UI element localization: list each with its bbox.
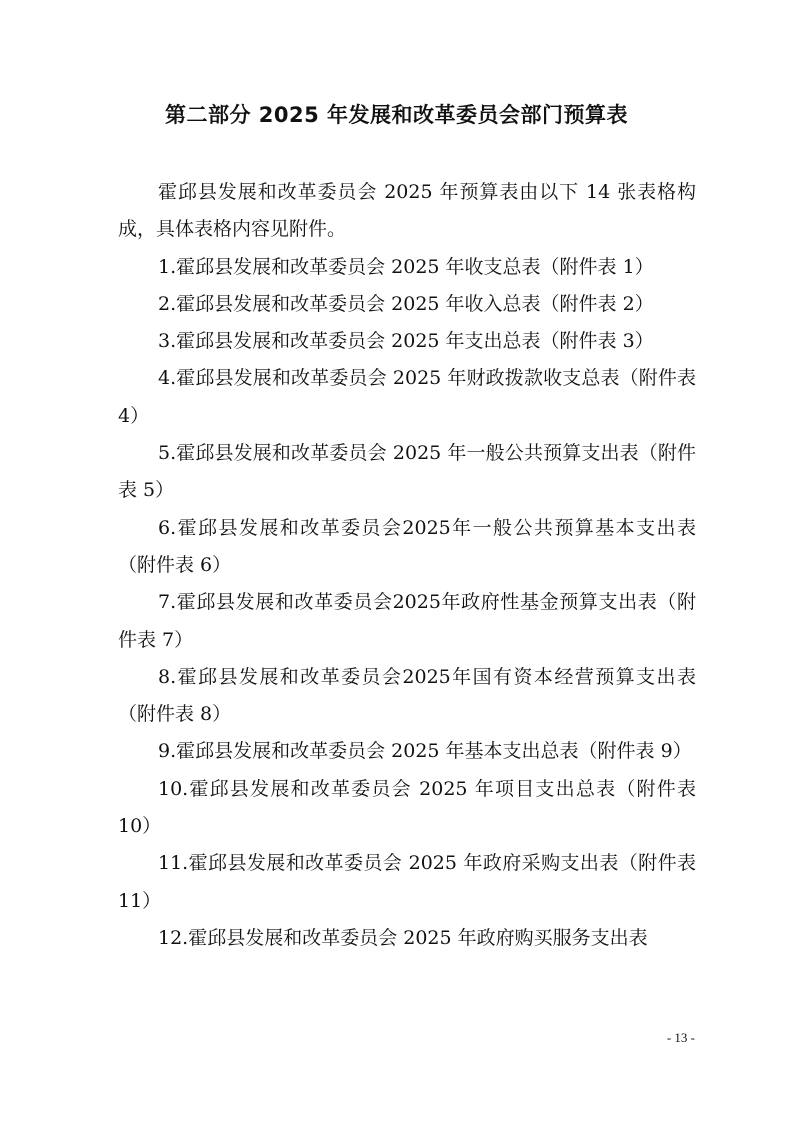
list-item-8: 8.霍邱县发展和改革委员会2025年国有资本经营预算支出表（附件表 8）	[118, 665, 696, 726]
intro-paragraph: 霍邱县发展和改革委员会 2025 年预算表由以下 14 张表格构成，具体表格内容见附件。	[118, 181, 696, 241]
page-number: - 13 -	[666, 1030, 695, 1045]
document-body	[118, 174, 696, 957]
list-item-1: 1.霍邱县发展和改革委员会 2025 年收支总表（附件表 1）	[158, 255, 654, 278]
page-title: 第二部分 2025 年发展和改革委员会部门预算表	[164, 103, 629, 127]
list-item-9: 9.霍邱县发展和改革委员会 2025 年基本支出总表（附件表 9）	[158, 740, 692, 763]
list-item-4: 4.霍邱县发展和改革委员会 2025 年财政拨款收支总表（附件表 4）	[118, 367, 696, 427]
list-item-5: 5.霍邱县发展和改革委员会 2025 年一般公共预算支出表（附件表 5）	[118, 442, 696, 502]
list-item-10: 10.霍邱县发展和改革委员会 2025 年项目支出总表（附件表 10）	[118, 777, 696, 838]
list-item-12: 12.霍邱县发展和改革委员会 2025 年政府购买服务支出表	[158, 926, 648, 949]
list-item-7: 7.霍邱县发展和改革委员会2025年政府性基金预算支出表（附件表 7）	[118, 591, 696, 651]
list-item-11: 11.霍邱县发展和改革委员会 2025 年政府采购支出表（附件表 11）	[118, 852, 696, 912]
list-item-2: 2.霍邱县发展和改革委员会 2025 年收入总表（附件表 2）	[158, 292, 654, 315]
list-item-6: 6.霍邱县发展和改革委员会2025年一般公共预算基本支出表（附件表 6）	[118, 516, 696, 576]
list-item-3: 3.霍邱县发展和改革委员会 2025 年支出总表（附件表 3）	[158, 330, 654, 353]
